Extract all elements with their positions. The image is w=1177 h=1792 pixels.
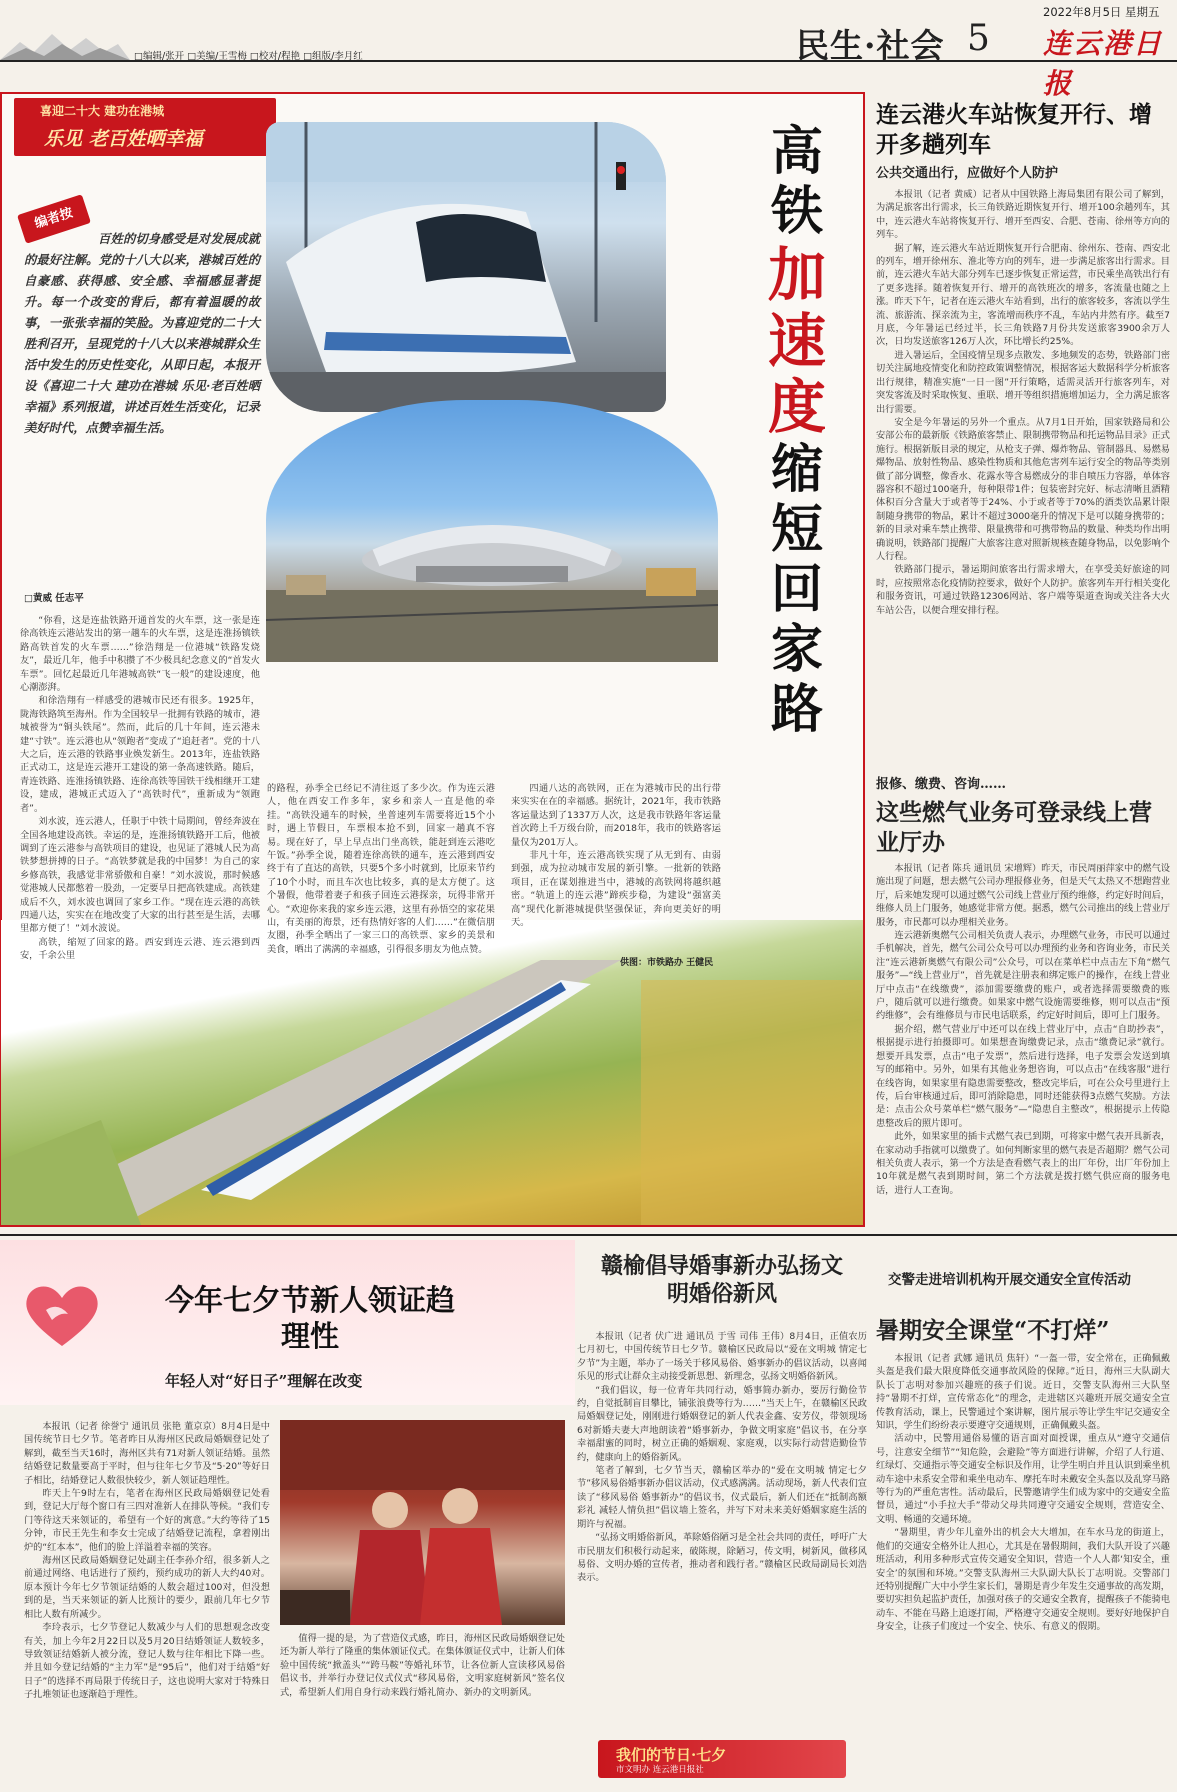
- headline-char: 短: [770, 499, 823, 560]
- article-body: [577, 1330, 867, 1740]
- issue-date: 2022年8月5日 星期五: [1043, 5, 1160, 19]
- feature-column-3: [511, 782, 721, 952]
- train-photo-platform: [266, 122, 666, 412]
- article-paragraph: 本报讯（记者 武娜 通讯员 焦轩）“一盔一带，安全常在，正确佩戴头盔是我们最大限度降低交通事故风险的保障。”近日，海州三大队副大队长丁志明对参加兴趣班的孩子们说。近日，交警支队海州三大队坚持“暑期不打烊，宣传常态化”的理念，走进辖区兴趣班开展交通安全宣传教育活动，课上，民警通过个案讲解，图片展示等让学生牢记交通安全知识，学生们纷纷表示要遵守交通规则，正确佩戴头盔。: [876, 1353, 1170, 1432]
- article-paragraph: 海州区民政局婚姻登记处副主任李孙介绍，很多新人之前通过网络、电话进行了预约，预约成功的新人大约40对。原本预计今年七夕节领证结婚的人数会超过100对，但没想到的是，当天来领证的新人比预计的要少，跟前几年七夕节相比人数有所减少。: [24, 1555, 270, 1620]
- headline-char: 路: [770, 679, 823, 740]
- headline-char: 速: [767, 307, 826, 375]
- newspaper-name: 连云港日报: [1043, 27, 1164, 100]
- feature-paragraph: 的路程，孙季全已经记不清往返了多少次。作为连云港人，他在西安工作多年，家乡和亲人一直是他的牵挂。“高铁没通车的时候，坐普速列车需要将近15个小时，遇上节假日，车票根本抢不到，回家一趟真不容易。现在好了，早上早点出门坐高铁，能赶到连云港吃午饭。”孙季全说，随着连徐高铁的通车，连云港到西安终于有了直达的高铁，只要5个多小时就到，比原来节约了10个小时，而且车次也比较多，真的是太方便了。这个暑假，他带着妻子和孩子回连云港探亲，玩得非常开心。“欢迎你来我的家乡连云港，这里有孙悟空的家花果山，有美丽的海景，还有热情好客的人们……”在微信朋友圈，孙季全晒出了一家三口的高铁票、家乡的美景和美食，晒出了满满的幸福感，引得很多朋友为他点赞。: [267, 783, 495, 955]
- photo-credit: 供图：市铁路办 王健民: [620, 958, 714, 968]
- article-kicker: 报修、缴费、咨询……: [876, 777, 1007, 792]
- festival-banner-title: 我们的节日·七夕: [616, 1746, 727, 1764]
- feature-paragraph: 和徐浩翔有一样感受的港城市民还有很多。1925年，陇海铁路筑至海州。作为全国较早一批拥有铁路的城市，港城被誉为“铜头铁尾”。然而，此后的几十年间，连云港未建“寸铁”。连云港也从“领跑者”变成了“追赶者”。党的十八大之后，连云港的铁路事业焕发新生。2013年，连盐铁路正式动工，这是连云港开工建设的第一条高速铁路。随后，青连铁路、连淮扬镇铁路、连徐高铁等国铁干线相继开工建设，建成，港城正式迈入了“高铁时代”，重新成为“领跑者”。: [20, 695, 260, 814]
- headline-part2: [752, 242, 842, 440]
- article-body: [876, 1352, 1170, 1788]
- station-building-icon: [266, 400, 718, 662]
- article-subtitle: 年轻人对“好日子”理解在改变: [165, 1372, 363, 1390]
- article-title: 这些燃气业务可登录线上营业厅办: [876, 799, 1152, 856]
- article-paragraph: 此外，如果家里的插卡式燃气表已到期，可将家中燃气表开具新表，在家动动手指就可以缴费了。如何判断家里的燃气表是否超期？燃气公司相关负责人表示，第一个方法是查看燃气表上的出厂年份，出厂年份加上10年就是燃气表到期时间，第二个方法就是拨打燃气供应商的服务电话，进行人工查询。: [876, 1131, 1170, 1196]
- article-body: [876, 188, 1170, 754]
- banner-main-text: 乐见 老百姓晒幸福: [44, 128, 203, 150]
- editor-note: 百姓的切身感受是对发展成就的最好注解。党的十八大以来，港城百姓的自豪感、获得感、安全感、幸福感显著提升。每一个改变的背后，都有着温暖的故事，一张张幸福的笑脸。为喜迎党的二十大胜利召开，呈现党的十八大以来港城群众生活中发生的历史性变化，从即日起，本报开设《喜迎二十大 建功在港城 乐见·老百姓晒幸福》系列报道，讲述百姓生活变化，记录美好时代，点赞幸福生活。: [24, 231, 260, 435]
- couple-figures-icon: [280, 1420, 565, 1625]
- article-kicker: 交警走进培训机构开展交通安全宣传活动: [888, 1272, 1131, 1288]
- article-title: 赣榆倡导婚事新办弘扬文明婚俗新风: [600, 1253, 843, 1307]
- headline-char: 铁: [770, 181, 823, 242]
- article-paragraph: 值得一提的是，为了营造仪式感，昨日，海州区民政局婚姻登记处还为新人举行了隆重的集体颁证仪式。在集体颁证仪式中，让新人们体验中国传统“掀盖头”“跨马鞍”等婚礼环节，让各位新人宣读移风易俗倡议书，并举行办登记仪式仪式“移风易俗，文明家庭树新风”签名仪式，希望新人们用自身行动来践行婚礼简办、新办的文明新风。: [280, 1633, 565, 1698]
- feature-paragraph: 四通八达的高铁网，正在为港城市民的出行带来实实在在的幸福感。据统计，2021年，我市铁路客运量达到了1337万人次，这是我市铁路年客运量首次跨上千万级台阶，而2018年，我市的铁路客运量仅为201万人。: [511, 783, 721, 848]
- header-credits: □编辑/张开 □美编/王雪梅 □校对/程艳 □组版/李月红: [134, 51, 363, 62]
- article-paragraph: 活动中，民警用通俗易懂的语言面对面授课，重点从“遵守交通信号，注意安全细节”“知危险，会避险”等方面进行讲解，介绍了人行道、红绿灯、交通指示等交通安全标识及作用，让学生明白并且认识到乘坐机动车途中未系安全带和乘坐电动车、摩托车时未戴安全头盔以及乱穿马路等行为的严重危害性。活动最后，民警邀请学生们成为家中的交通安全监督员，通过“小手拉大手”带动父母共同遵守交通安全规则，营造安全、文明、畅通的交通环境。: [876, 1433, 1170, 1525]
- headline-part1: [752, 122, 842, 242]
- article-paragraph: 据介绍，燃气营业厅中还可以在线上营业厅中，点击“自助抄表”，根据提示进行拍摄即可。如果想查询缴费记录，点击“缴费记录”就行。想要开具发票，点击“电子发票”，然后进行选择，电子发票会发送到填写的邮箱中。另外，如果有其他业务想咨询，可以点击“在线客服”进行在线咨询，如果家里有隐患需要整改，整改完毕后，可在公众号里进行上传，后台审核通过后，即可消除隐患，同时还能获得3点燃气奖励。方法是：点击公众号菜单栏“燃气服务”—“隐患自主整改”，根据提示上传隐患整改后的照片即可。: [876, 1023, 1170, 1129]
- headline-char: 回: [770, 559, 823, 620]
- headline-char: 加: [767, 241, 826, 309]
- article-paragraph: 本报讯（记者 伏广进 通讯员 于雪 司伟 王伟）8月4日，正值农历七月初七，中国传统节日七夕节。赣榆区民政局以“爱在文明城 情定七夕节”为主题，举办了一场关于移风易俗、婚事新办的倡议活动，以喜闻乐见的形式让群众主动接受新思想、新理念，弘扬文明婚俗新风。: [577, 1331, 867, 1383]
- wedding-ceremony-photo: [280, 1420, 565, 1625]
- editor-note-tag: 编者按: [17, 194, 91, 244]
- headline-char: 度: [767, 373, 826, 441]
- feature-paragraph: 高铁，缩短了回家的路。西安到连云港、连云港到西安，千余公里: [20, 936, 260, 962]
- article-paragraph: “弘扬文明婚俗新风，革除婚俗陋习是全社会共同的责任，呼吁广大市民朋友们积极行动起来，破陈规，除陋习，传文明，树新风，做移风易俗、文明办婚的宣传者，推动者和践行者。”赣榆区民政局副局长刘浩表示。: [577, 1532, 867, 1584]
- section-divider: [0, 1234, 1177, 1236]
- page-number: 5: [967, 18, 990, 59]
- headline-char: 家: [770, 619, 823, 680]
- article-paragraph: 安全是今年暑运的另外一个重点。从7月1日开始，国家铁路局和公安部公布的最新版《铁路旅客禁止、限制携带物品和托运物品目录》正式施行。根据新版目录的规定，从枪支子弹、爆炸物品、管制器具、易燃易爆物品、放射性物品、感染性物质和其他危害列车运行安全的物品等类别做了部分调整，像香水、花露水等含易燃成分的非自喷压力容器，单体容器容积不超过100毫升，每种限带1件；包装密封完好、标志清晰且酒精体积百分含量大于或者等于24%、小于或者等于70%的酒类饮品累计限制随身携带的物品，累计不超过3000毫升的情况下是可以随身携带的；新的目录对乘车禁止携带、限量携带和可携带物品的数量、种类均作出明确说明，铁路部门提醒广大旅客注意对照新规核查随身物品，以免影响个人行程。: [876, 416, 1170, 562]
- article-paragraph: “暑期里，青少年儿童外出的机会大大增加，在车水马龙的街道上，他们的交通安全格外让人担心，尤其是在暑假期间，我们大队开设了兴趣班活动，利用多种形式宣传交通安全知识，营造一个人人都‘知安全，重安全’的氛围和环境。”交警支队海州三大队副大队长丁志明说。交警部门还特别提醒广大中小学生家长们，暑期是青少年发生交通事故的高发期，要切实担负起监护责任，加强对孩子的交通安全教育，提醒孩子不能骑电动车、不能在马路上追逐打闹，严格遵守交通安全规则。要好好地保护自身安全，让孩子们度过一个安全、快乐、有意义的假期。: [876, 1527, 1170, 1633]
- article-paragraph: “我们倡议，每一位青年共同行动，婚事简办新办，要厉行勤俭节约，自觉抵制盲目攀比，铺张浪费等行为……”当天上午，在赣榆区民政局婚姻登记处，刚刚进行婚姻登记的新人代表金鑫、安芳仪，带领现场6对新婚夫妻大声地朗读着“婚事新办，争做文明家庭”倡议书，在分享幸福甜蜜的同时，树立正确的婚姻观、家庭观，以实际行动营造勤俭节约，健康向上的婚俗新风。: [577, 1384, 867, 1463]
- article-subtitle: 公共交通出行，应做好个人防护: [876, 166, 1059, 181]
- mountain-logo-icon: [0, 30, 130, 60]
- article-paragraph: 昨天上午9时左右，笔者在海州区民政局婚姻登记处看到，登记大厅每个窗口有三四对准新人在排队等候。“我们专门等待这天来领证的，希望有一个好的寓意。”大约等待了15分钟，市民王先生和李女士完成了结婚登记流程，拿着刚出炉的“红本本”，他们的脸上洋溢着幸福的笑容。: [24, 1488, 270, 1553]
- article-title: 今年七夕节新人领证趋理性: [164, 1283, 455, 1353]
- article-paragraph: 本报讯（记者 陈兵 通讯员 宋增辉）昨天，市民周丽萍家中的燃气设施出现了问题，想去燃气公司办理报修业务，但是天气太热又不想跑营业厅，后来她发现可以通过燃气公司线上营业厅预约维修，约定好时间后，维修人员上门服务，她感觉非常方便。据悉，燃气公司推出的线上营业厅服务，市民都可以办理相关业务。: [876, 863, 1170, 928]
- article-title: 连云港火车站恢复开行、增开多趟列车: [876, 101, 1152, 158]
- feature-paragraph: 非凡十年，连云港高铁实现了从无到有、由弱到强，成为拉动城市发展的新引擎。一批新的铁路项目，正在谋划推进当中，港城的高铁网将越织越密。“轨道上的连云港”蹄疾步稳，为建设“强富美高”现代化新港城提供坚强保证，奔向更美好的明天。: [511, 850, 721, 929]
- article-paragraph: 李玲表示，七夕节登记人数减少与人们的思想观念改变有关，加上今年2月22日以及5月20日结婚领证人数较多，导致领证结婚新人被分流，登记人数与往年相比下降一些。并且如今登记结婚的“主力军”是“95后”，他们对于结婚“好日子”的选择不再局限于传统日子，这也说明大家对于特殊日子扎堆领证也逐渐趋于理性。: [24, 1622, 270, 1701]
- article-title: 暑期安全课堂“不打烊”: [876, 1317, 1110, 1344]
- article-paragraph: 连云港新奥燃气公司相关负责人表示，办理燃气业务，市民可以通过手机解决，首先，燃气公司公众号可以办理预约业务和咨询业务，市民关注“连云港新奥燃气有限公司”公众号，可以在菜单栏中点击左下角“燃气服务”—“线上营业厅”，首先就是注册表和绑定账户的操作，在线上营业厅中点击“在线缴费”，添加需要缴费的账户，或者选择需要缴费的账户，随后就可以进行缴费。如果家中燃气设施需要维修，则可以点击“预约维修”，会有维修员与市民电话联系，约定好时间后，即可上门服务。: [876, 930, 1170, 1022]
- article-paragraph: 铁路部门提示，暑运期间旅客出行需求增大，在享受美好旅途的同时，应按照常态化疫情防控要求，做好个人防护。旅客列车开行相关变化和服务资讯，可通过铁路12306网站、客户端等渠道查询或关注各大火车站公告，以便合理安排行程。: [876, 564, 1170, 616]
- feature-byline: □黄威 任志平: [24, 593, 84, 604]
- feature-column-2: [267, 782, 495, 1102]
- article-paragraph: 进入暑运后，全国疫情呈现多点散发、多地频发的态势，铁路部门密切关注属地疫情变化和防控政策调整情况，根据客运大数据科学分析旅客出行规律，精准实施“一日一图”开行策略，适需灵活开行旅客列车，对突发客流及时采取恢复、重联、增开等组织措施增加运力，全力满足旅客出行需要。: [876, 349, 1170, 415]
- festival-banner-sub: 市文明办 连云港日报社: [616, 1765, 704, 1775]
- heart-icon: [22, 1280, 102, 1350]
- feature-headline: [752, 121, 842, 740]
- section-title: 民生·社会: [796, 26, 945, 65]
- feature-paragraph: 刘水波，连云港人，任职于中铁十局期间，曾经奔波在全国各地建设高铁。幸运的是，连淮扬镇铁路开工后，他被调到了连云港参与高铁项目的建设，也见证了港城人民为高铁梦想拼搏的日子。“高铁梦就是我的中国梦！为自己的家乡修高铁，我感觉非常骄傲和自豪！”刘水波说，那时候感觉港城人民都憋着一股劲，一定要早日把高铁建成。高铁建成后不久，刘水波也调回了家乡工作。“现在连云港的高铁四通八达，实实在在地改变了大家的出行甚至是生活，去哪里都方便了！”刘水波说。: [20, 816, 260, 935]
- article-body: [876, 862, 1170, 1232]
- feature-column-1: [20, 614, 260, 1114]
- article-body: [280, 1632, 565, 1786]
- banner-top-text: 喜迎二十大 建功在港城: [40, 104, 165, 118]
- high-speed-train-front-icon: [266, 122, 666, 412]
- article-paragraph: 笔者了解到，七夕节当天，赣榆区举办的“爱在文明城 情定七夕节”移风易俗婚事新办倡议活动，仪式感满满。活动现场，新人代表们宣读了“移风易俗 婚事新办”的倡议书，仪式最后，新人们还在“抵制高额彩礼 减轻人情负担”倡议墙上签名，并写下对未来美好婚姻家庭生活的期许与祝福。: [577, 1465, 867, 1530]
- article-paragraph: 据了解，连云港火车站近期恢复开行合肥南、徐州东、苍南、西安北的列车，增开徐州东、淮北等方向的列车，进一步满足旅客出行需求。目前，连云港火车站大部分列车已逐步恢复正常运营，市民乘坐高铁出行有了更多选择。随着恢复开行、增开的高铁班次的增多，客流量也随之上涨。昨天下午，记者在连云港火车站看到，出行的旅客较多，客流以学生流、旅游流、探亲流为主，客流增而秩序不乱，车站内井然有序。截至7月底，今年暑运已经过半，长三角铁路7月份共发送旅客3900余万人次，日均发送旅客126万人次，环比增长约25%。: [876, 242, 1170, 348]
- article-paragraph: 本报讯（记者 黄威）记者从中国铁路上海局集团有限公司了解到，为满足旅客出行需求，长三角铁路近期恢复开行、增开100余趟列车，其中，连云港火车站将恢复开行、增开至西安、合肥、苍南、徐州等方向的列车。: [876, 189, 1170, 241]
- article-paragraph: 本报讯（记者 徐誉宁 通讯员 张艳 董京京）8月4日是中国传统节日七夕节。笔者昨日从海州区民政局婚姻登记处了解到，截至当天16时，海州区共有71对新人领证结婚。虽然结婚登记数量要高于平时，但与往年七夕节及“5·20”等好日子相比，结婚登记人数很快较少，新人领证趋理性。: [24, 1421, 270, 1486]
- headline-char: 缩: [770, 439, 823, 500]
- station-aerial-photo: [266, 400, 718, 662]
- feature-paragraph: “你看，这是连盐铁路开通首发的火车票，这一张是连徐高铁连云港站发出的第一趟车的火车票，这是连淮扬镇铁路高铁首发的火车票……”徐浩翔是一位港城“铁路发烧友”，最近几年，他手中积攒了不少极具纪念意义的“首发火车票”。回忆起最近几年港城高铁“飞一般”的建设速度，他心潮澎湃。: [20, 615, 260, 694]
- article-body: [24, 1420, 270, 1786]
- headline-char: 高: [770, 121, 823, 182]
- headline-part3: [752, 440, 842, 740]
